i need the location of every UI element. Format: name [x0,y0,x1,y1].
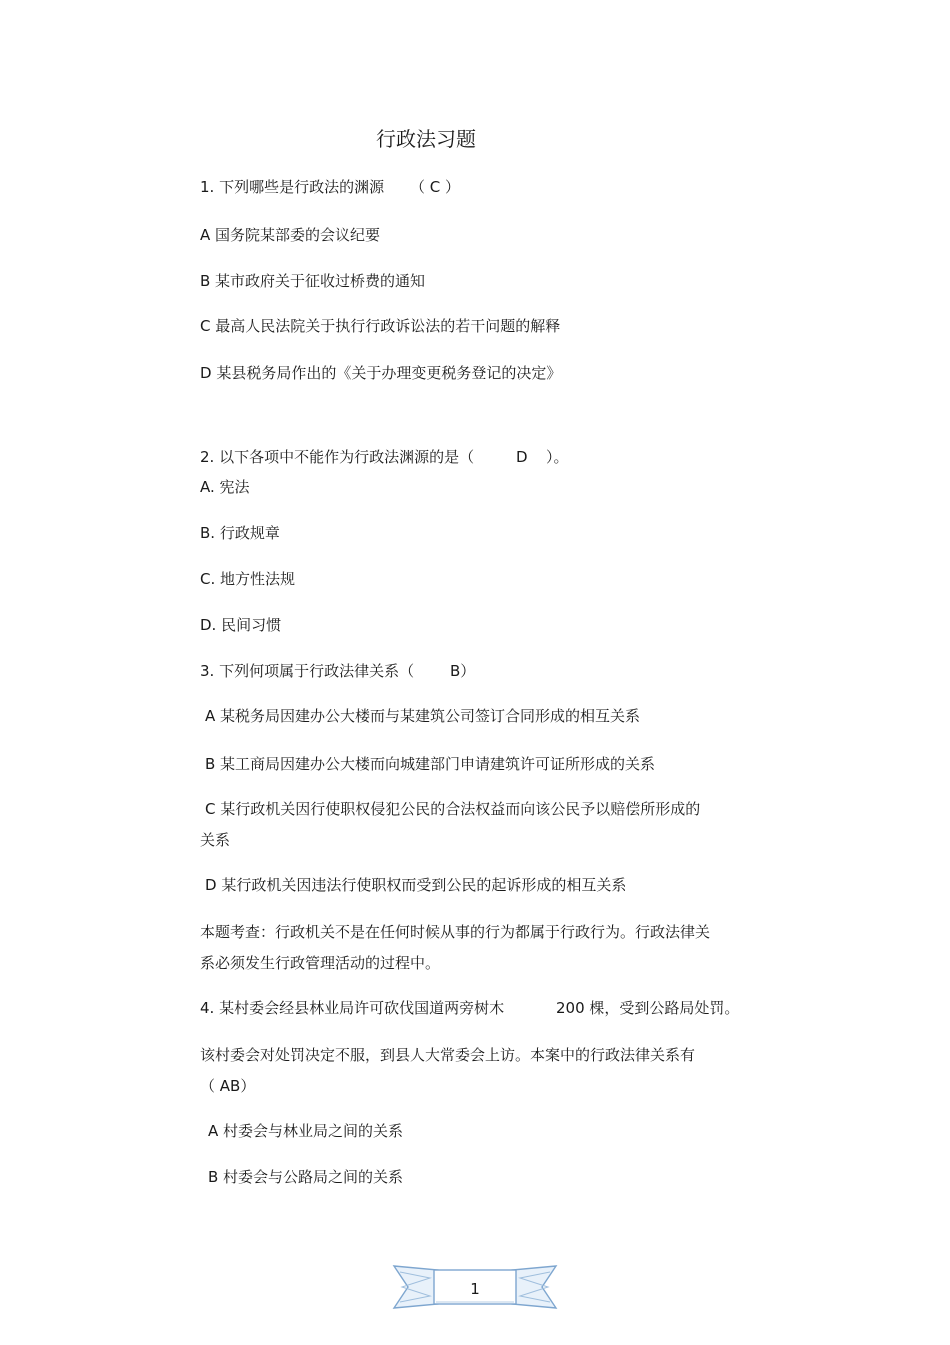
question-3-option-a: A 某税务局因建办公大楼而与某建筑公司签订合同形成的相互关系 [205,707,641,725]
question-2-option-b: B. 行政规章 [200,524,280,542]
question-4-line2: 该村委会对处罚决定不服，到县人大常委会上访。本案中的行政法律关系有 [200,1046,696,1064]
question-4-option-a: A 村委会与林业局之间的关系 [208,1122,404,1140]
question-1-option-b: B 某市政府关于征收过桥费的通知 [200,272,426,290]
question-4-line1b: 200 棵，受到公路局处罚。 [556,999,740,1017]
page-number: 1 [470,1280,480,1298]
question-1-option-d: D 某县税务局作出的《关于办理变更税务登记的决定》 [200,364,562,382]
question-3-option-c-line2: 关系 [200,831,231,849]
question-2-stem: 2. 以下各项中不能作为行政法渊源的是（ [200,448,475,466]
question-1-option-c: C 最高人民法院关于执行行政诉讼法的若干问题的解释 [200,317,561,335]
question-2-stem-end: ）。 [546,448,569,466]
question-1-option-a: A 国务院某部委的会议纪要 [200,226,381,244]
question-3-answer: B） [450,662,476,680]
question-1-answer: （ C ） [410,178,461,196]
question-2-option-d: D. 民间习惯 [200,616,282,634]
question-4-answer: （ AB） [200,1077,256,1095]
page-number-ribbon [390,1262,560,1312]
question-2-answer: D [516,448,528,466]
question-3-note-line1: 本题考查：行政机关不是在任何时候从事的行为都属于行政行为。行政法律关 [200,923,711,941]
question-4-line1a: 4. 某村委会经县林业局许可砍伐国道两旁树木 [200,999,505,1017]
question-3-option-d: D 某行政机关因违法行使职权而受到公民的起诉形成的相互关系 [205,876,627,894]
question-3-stem: 3. 下列何项属于行政法律关系（ [200,662,415,680]
question-2-option-a: A. 宪法 [200,478,250,496]
question-3-option-c-line1: C 某行政机关因行使职权侵犯公民的合法权益而向该公民予以赔偿所形成的 [205,800,701,818]
question-1-stem: 1. 下列哪些是行政法的渊源 [200,178,385,196]
question-3-option-b: B 某工商局因建办公大楼而向城建部门申请建筑许可证所形成的关系 [205,755,656,773]
question-2-option-c: C. 地方性法规 [200,570,296,588]
question-4-option-b: B 村委会与公路局之间的关系 [208,1168,404,1186]
question-3-note-line2: 系必须发生行政管理活动的过程中。 [200,954,441,972]
page-title: 行政法习题 [376,127,476,151]
